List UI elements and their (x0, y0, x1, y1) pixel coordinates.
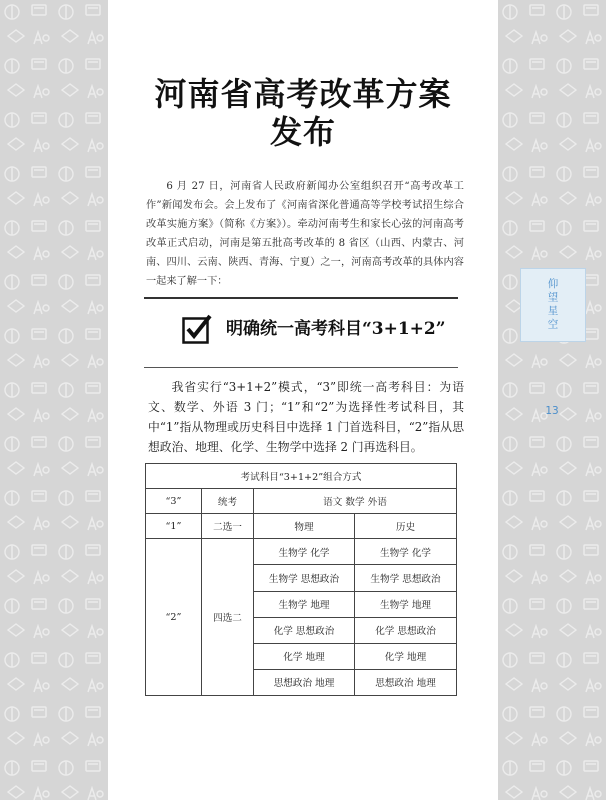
history-column-cell: 历史 (355, 514, 457, 539)
combo-cell: 化学 思想政治 (254, 617, 355, 643)
row-type: 四选二 (202, 539, 254, 696)
intro-paragraph: 6 月 27 日，河南省人民政府新闻办公室组织召开“高考改革工作”新闻发布会。会上发布了《河南省深化普通高等学校考试招生综合改革实施方案》（简称《方案》）。牵动河南考生和家长心弦的河南高考改革正式启动，河南是第五批高考改革的 8 省区（山西、内蒙古、河南、四川、云南、陕西、青海、宁夏）之一，河南高考改革的具体内容一起来了解一下： (146, 181, 464, 287)
combo-cell: 生物学 化学 (355, 539, 457, 565)
table-row (146, 539, 457, 565)
background-pattern-left (0, 0, 108, 800)
section-heading: 明确统一高考科目“3+1+2” (226, 319, 446, 339)
section-divider-bottom (144, 367, 458, 368)
combo-cell: 生物学 地理 (254, 591, 355, 617)
combo-cell: 生物学 思想政治 (254, 565, 355, 591)
row-type: 二选一 (202, 514, 254, 539)
combo-cell: 生物学 地理 (355, 591, 457, 617)
table-row (146, 514, 457, 539)
row-label: “3” (146, 489, 202, 514)
row-label: “2” (146, 539, 202, 696)
row-type: 统考 (202, 489, 254, 514)
article-page (108, 0, 498, 800)
combo-cell: 化学 地理 (355, 643, 457, 669)
combo-cell: 思想政治 地理 (355, 669, 457, 695)
checkbox-check-icon (182, 314, 212, 344)
page-number: 13 (545, 405, 559, 417)
section-tab (520, 268, 586, 342)
combo-cell: 思想政治 地理 (254, 669, 355, 695)
combo-cell: 生物学 思想政治 (355, 565, 457, 591)
section-tab-label: 仰望星空 (546, 278, 559, 332)
combo-cell: 化学 思想政治 (355, 617, 457, 643)
table-caption: 考试科目“3+1+2”组合方式 (146, 464, 457, 489)
physics-column-cell: 物理 (254, 514, 355, 539)
article-title-line-2: 发布 (269, 113, 336, 151)
section-divider-top (144, 297, 458, 299)
subject-combination-table (145, 463, 457, 696)
combo-cell: 化学 地理 (254, 643, 355, 669)
required-subjects: 语文 数学 外语 (254, 489, 457, 514)
body-paragraph: 我省实行“3+1+2”模式，“3”即统一高考科目：为语文、数学、外语 3 门；“1”和“2”为选择性考试科目，其中“1”指从物理或历史科目中选择 1 门首选科目，“2”指从思想政治、地理、化学、生物学中选择 2 门再选科目。 (148, 380, 464, 454)
table-row (146, 489, 457, 514)
combo-cell: 生物学 化学 (254, 539, 355, 565)
background-pattern-right (498, 0, 606, 800)
article-title-line-1: 河南省高考改革方案 (154, 75, 452, 113)
row-label: “1” (146, 514, 202, 539)
